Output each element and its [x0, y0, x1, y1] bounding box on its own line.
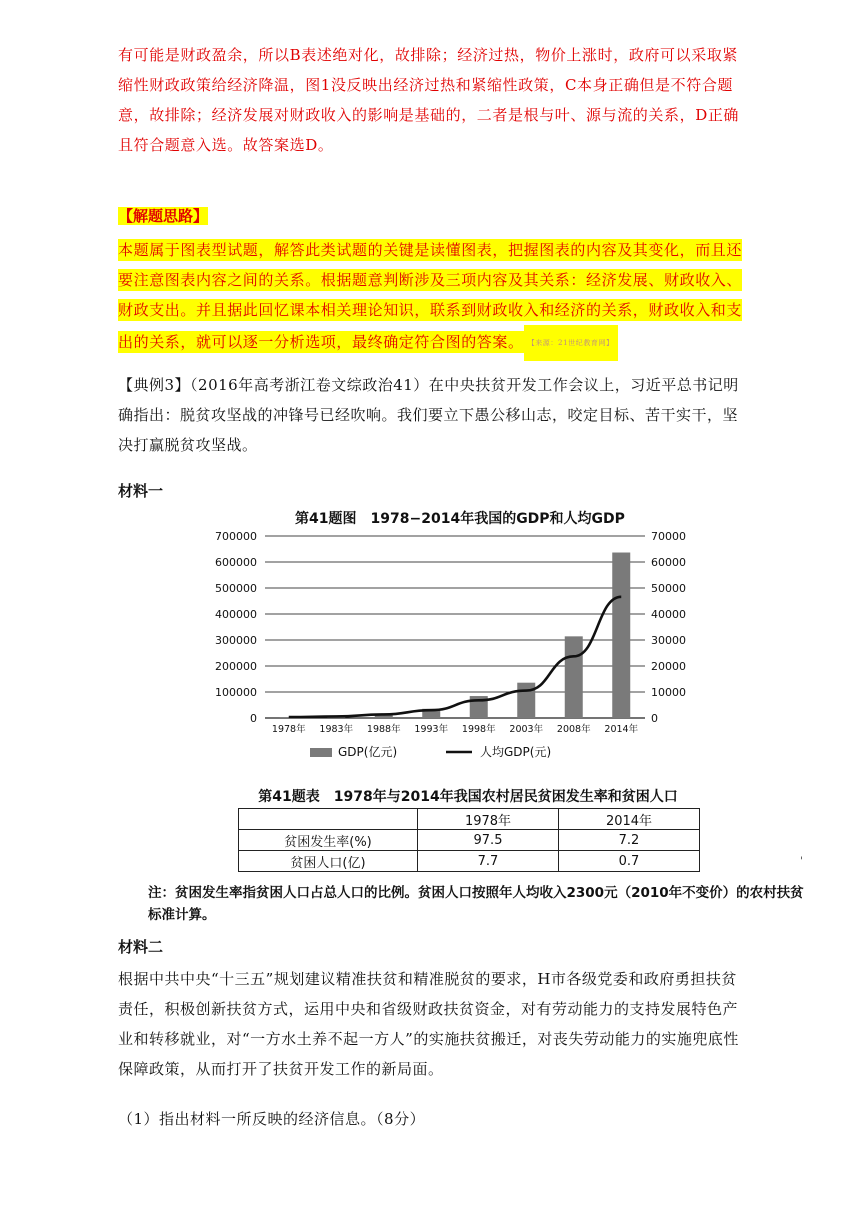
table-row	[239, 830, 700, 851]
example-intro: 【典例3】（2016年高考浙江卷文综政治41）在中央扶贫开发工作会议上，习近平总书记明确指出：脱贫攻坚战的冲锋号已经吹响。我们要立下愚公移山志，咬定目标、苦干实干，坚决打赢脱贫攻坚战。	[118, 376, 739, 454]
gdp-bar	[612, 553, 630, 718]
table-header-cell	[239, 809, 418, 830]
chart-title: 第41题图 1978−2014年我国的GDP和人均GDP	[295, 511, 625, 527]
solution-text	[118, 235, 748, 361]
table-header-cell: 1978年	[418, 809, 559, 830]
x-axis-tick-label: 1978年	[271, 724, 306, 735]
solution-heading: 【解题思路】	[118, 207, 209, 225]
legend-bar-swatch	[310, 748, 332, 757]
table-note: 注：贫困发生率指贫困人口占总人口的比例。贫困人口按照年人均收入2300元（2010年不变价）的农村扶贫标准计算。	[148, 885, 804, 923]
gdp-bar	[565, 636, 583, 718]
left-axis-tick-label: 100000	[215, 686, 257, 699]
x-axis-tick-label: 1983年	[319, 724, 354, 735]
left-axis-tick-label: 0	[250, 712, 257, 725]
table-cell: 贫困发生率(%)	[239, 830, 418, 851]
legend-label: GDP(亿元)	[338, 745, 398, 759]
table-title: 第41题表 1978年与2014年我国农村居民贫困发生率和贫困人口	[258, 789, 678, 805]
right-axis-tick-label: 0	[651, 712, 658, 725]
material2-label: 材料二	[118, 938, 164, 956]
left-axis-tick-label: 600000	[215, 556, 257, 569]
left-axis-tick-label: 200000	[215, 660, 257, 673]
material1-label: 材料一	[118, 482, 164, 500]
right-axis-tick-label: 10000	[651, 686, 686, 699]
left-axis-tick-label: 700000	[215, 530, 257, 543]
table-cell: 7.2	[559, 830, 700, 851]
right-axis-tick-label: 70000	[651, 530, 686, 543]
x-axis-tick-label: 2014年	[604, 724, 639, 735]
x-axis-tick-label: 1988年	[366, 724, 401, 735]
gdp-bar	[517, 683, 535, 718]
right-axis-tick-label: 60000	[651, 556, 686, 569]
table-header-row	[239, 809, 700, 830]
answer-explanation: 有可能是财政盈余，所以B表述绝对化，故排除；经济过热，物价上涨时，政府可以采取紧缩性财政政策给经济降温，图1没反映出经济过热和紧缩性政策，C本身正确但是不符合题意，故排除；经济发展对财政收入的影响是基础的，二者是根与叶、源与流的关系，D正确且符合题意入选。故答案选D。	[118, 46, 740, 154]
right-axis-tick-label: 40000	[651, 608, 686, 621]
gdp-chart	[200, 524, 686, 774]
right-axis-tick-label: 30000	[651, 634, 686, 647]
table-cell: 97.5	[418, 830, 559, 851]
x-axis-tick-label: 1993年	[414, 724, 449, 735]
question-1: （1）指出材料一所反映的经济信息。（8分）	[118, 1110, 426, 1128]
right-axis-tick-label: 50000	[651, 582, 686, 595]
left-axis-tick-label: 300000	[215, 634, 257, 647]
table-header-cell: 2014年	[559, 809, 700, 830]
table-cell: 0.7	[559, 851, 700, 872]
x-axis-tick-label: 1998年	[461, 724, 496, 735]
stray-mark: '	[800, 856, 803, 867]
x-axis-tick-label: 2003年	[509, 724, 544, 735]
table-cell: 7.7	[418, 851, 559, 872]
legend-label: 人均GDP(元)	[480, 745, 552, 759]
source-watermark: 【来源：21世纪教育网】	[524, 325, 618, 361]
x-axis-tick-label: 2008年	[556, 724, 591, 735]
left-axis-tick-label: 500000	[215, 582, 257, 595]
material2-text: 根据中共中央“十三五”规划建议精准扶贫和精准脱贫的要求，H市各级党委和政府勇担扶贫责任，积极创新扶贫方式，运用中央和省级财政扶贫资金，对有劳动能力的支持发展特色产业和转移就业，对“一方水土养不起一方人”的实施扶贫搬迁，对丧失劳动能力的实施兜底性保障政策，从而打开了扶贫开发工作的新局面。	[118, 970, 739, 1078]
solution-text-body: 本题属于图表型试题，解答此类试题的关键是读懂图表，把握图表的内容及其变化，而且还要注意图表内容之间的关系。根据题意判断涉及三项内容及其关系：经济发展、财政收入、财政支出。并且据此回忆课本相关理论知识，联系到财政收入和经济的关系，财政收入和支出的关系，就可以逐一分析选项，最终确定符合图的答案。	[118, 241, 743, 351]
left-axis-tick-label: 400000	[215, 608, 257, 621]
table-cell: 贫困人口(亿)	[239, 851, 418, 872]
table-row	[239, 851, 700, 872]
right-axis-tick-label: 20000	[651, 660, 686, 673]
poverty-table	[238, 808, 700, 872]
